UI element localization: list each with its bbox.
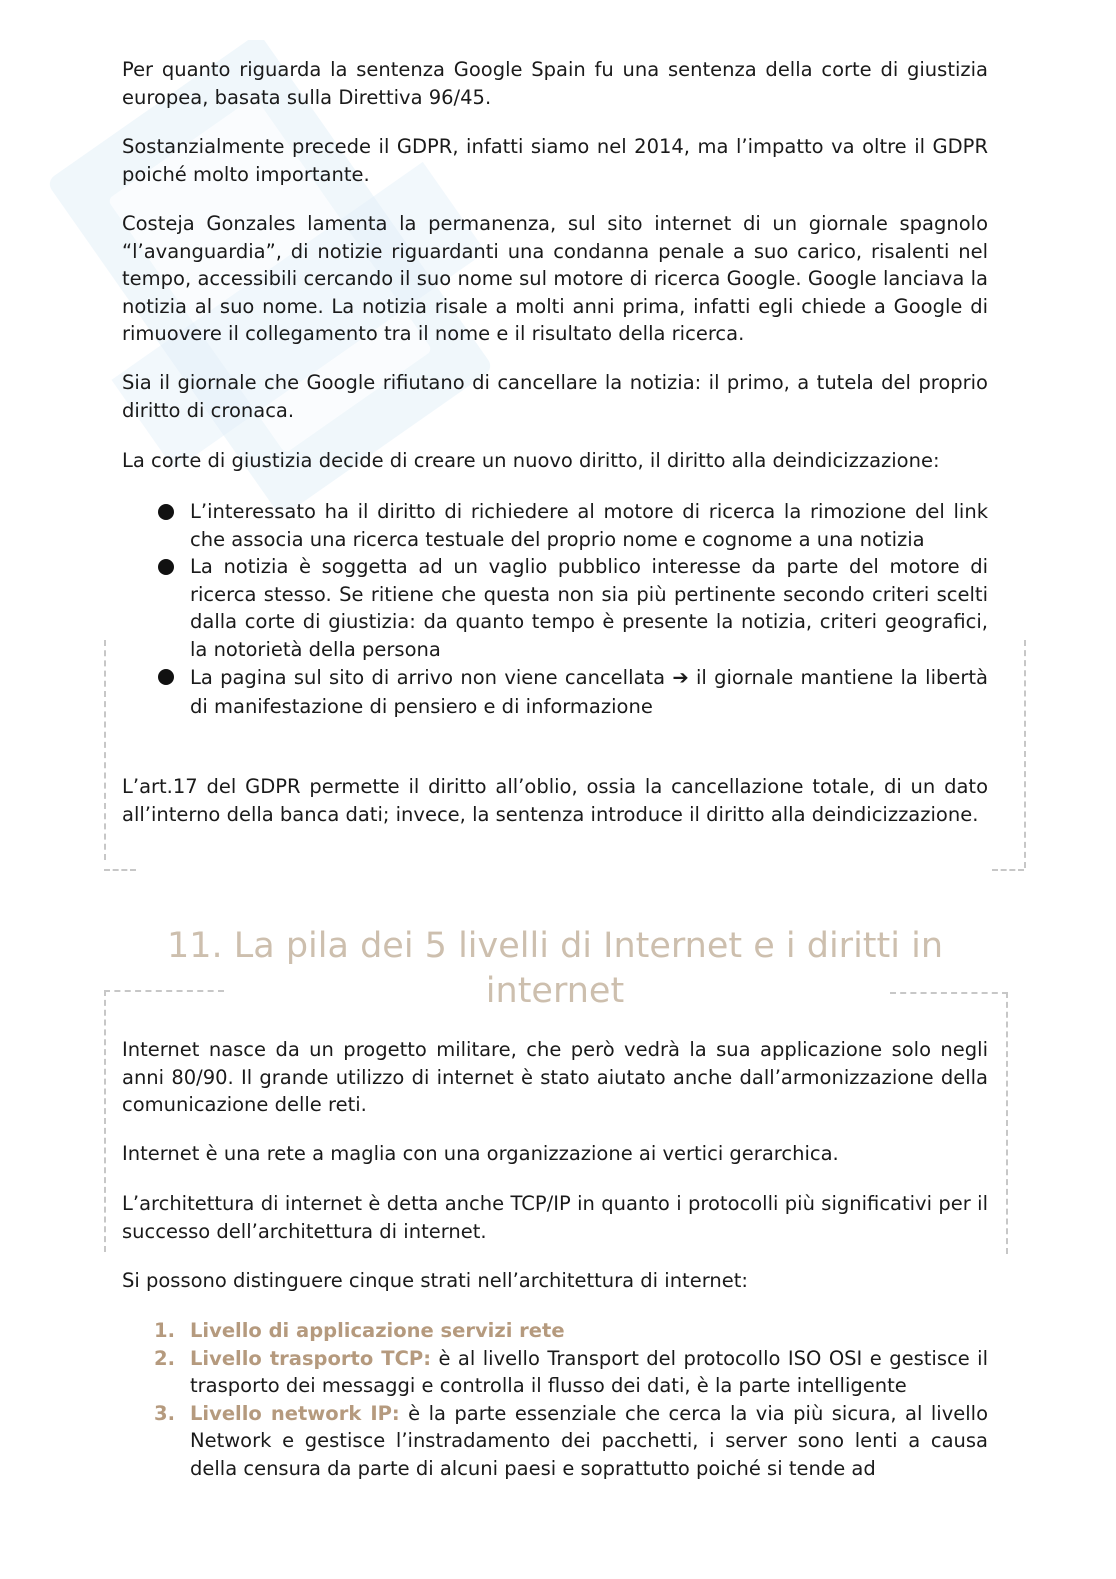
paragraph-rifiuto: Sia il giornale che Google rifiutano di cancellare la notizia: il primo, a tutela del proprio diritto di cronaca. — [122, 371, 988, 422]
paragraph-google-spain: Per quanto riguarda la sentenza Google Spain fu una sentenza della corte di giustizia europea, basata sulla Direttiva 96/45. — [122, 58, 988, 109]
list-item — [122, 1345, 988, 1400]
list-item: L’interessato ha il diritto di richiedere al motore di ricerca la rimozione del link che associa una ricerca testuale del proprio nome e cognome a una notizia — [122, 498, 988, 553]
dashed-frame-right-upper — [1024, 640, 1026, 868]
paragraph-costeja: Costeja Gonzales lamenta la permanenza, sul sito internet di un giornale spagnolo “l’avanguardia”, di notizie riguardanti una condanna penale a suo carico, risalenti nel tempo, accessibili cercando il suo nome sul motore di ricerca Google. Google lanciava la notizia al suo nome. La notizia risale a molti anni prima, infatti egli chiede a Google di rimuovere il collegamento tra il nome e il risultato della ricerca. — [122, 212, 988, 345]
dashed-frame-bottom-left — [104, 869, 136, 871]
paragraph-cinque-strati: Si possono distinguere cinque strati nell’architettura di internet: — [122, 1269, 748, 1292]
level-title: Livello trasporto TCP: — [190, 1346, 432, 1370]
paragraph-deindicizzazione: La corte di giustizia decide di creare un nuovo diritto, il diritto alla deindicizzazione: — [122, 449, 940, 472]
level-title: Livello network IP: — [190, 1401, 400, 1425]
list-item: La notizia è soggetta ad un vaglio pubblico interesse da parte del motore di ricerca stesso. Se ritiene che questa non sia più pertinente secondo criteri scelti dalla corte di giustizia: da quanto tempo è presente la notizia, criteri geografici, la notorietà della persona — [122, 553, 988, 663]
list-number: 2. — [154, 1346, 175, 1370]
bullet-list — [122, 498, 988, 721]
bullet-icon — [158, 504, 174, 520]
list-number: 1. — [154, 1319, 175, 1342]
paragraph-gdpr-2014: Sostanzialmente precede il GDPR, infatti siamo nel 2014, ma l’impatto va oltre il GDPR poiché molto importante. — [122, 135, 988, 186]
paragraph-rete-maglia: Internet è una rete a maglia con una organizzazione ai vertici gerarchica. — [122, 1142, 839, 1165]
dashed-frame-left-upper — [104, 640, 106, 860]
dashed-frame-right-lower — [1006, 992, 1008, 1254]
level-text: è la parte essenziale che cerca la via più sicura, al livello Network e gestisce l’instradamento dei pacchetti, i server sono lenti a causa della censura da parte di alcuni paesi e soprattutto poiché si tende ad — [190, 1401, 989, 1480]
list-item: La pagina sul sito di arrivo non viene cancellata ➔ il giornale mantiene la libertà di manifestazione di pensiero e di informazione — [122, 663, 988, 721]
list-item — [122, 1317, 988, 1345]
dashed-frame-left-lower — [104, 990, 106, 1252]
paragraph-internet-origine: Internet nasce da un progetto militare, che però vedrà la sua applicazione solo negli anni 80/90. Il grande utilizzo di internet è stato aiutato anche dall’armonizzazione della comunicazione delle reti. — [122, 1038, 988, 1116]
list-number: 3. — [154, 1401, 175, 1425]
paragraph-tcp-ip: L’architettura di internet è detta anche TCP/IP in quanto i protocolli più significativi per il successo dell’architettura di internet. — [122, 1192, 988, 1243]
paragraph-art17: L’art.17 del GDPR permette il diritto all’oblio, ossia la cancellazione totale, di un dato all’interno della banca dati; invece, la sentenza introduce il diritto alla deindicizzazione. — [122, 775, 988, 826]
levels-list — [122, 1317, 988, 1482]
dashed-frame-bottom-right — [992, 869, 1024, 871]
bullet-icon — [158, 669, 174, 685]
section-heading: 11. La pila dei 5 livelli di Internet e i diritti in internet — [166, 926, 943, 1011]
level-text: è al livello Transport del protocollo ISO OSI e gestisce il trasporto dei messaggi e controlla il flusso dei dati, è la parte intelligente — [190, 1346, 988, 1397]
bullet-icon — [158, 559, 174, 575]
level-title: Livello di applicazione servizi rete — [190, 1319, 565, 1342]
list-item — [122, 1400, 988, 1483]
